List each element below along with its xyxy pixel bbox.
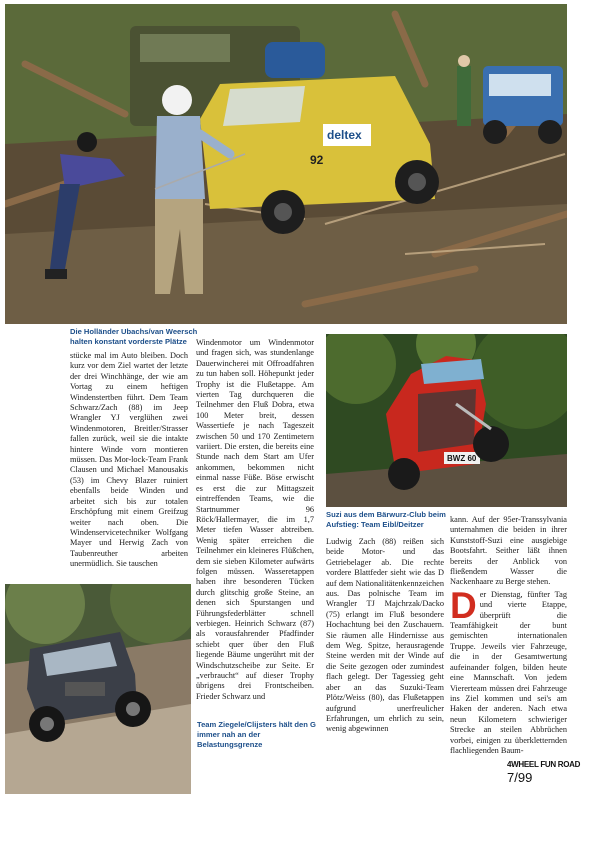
suzuki-plate-text: BWZ 60 [447, 454, 477, 463]
article-paragraph-body: er Dienstag, fünfter Tag und vierte Etappe, überprüft die Teamfähigkeit der bunt gemischten internationalen Truppe. Jeweils vier Fahrzeuge, die in der Gesamtwertung aufeinander folgen, bilden heute eine Mannschaft. Von jedem Viererteam müssen drei Fahrzeuge ins Ziel kommen und sei's am Haken der anderen. Nach etwa neun Kilometern schwieriger Strecke an steilen Abbrüchen vorbei, einigen zu überkletternden flachliegenden Baum- [450, 589, 567, 755]
photo-mercedes-g [5, 584, 191, 794]
article-column-2 [196, 338, 314, 702]
article-paragraph [450, 584, 567, 757]
caption-photo2: Suzi aus dem Bärwurz-Club beim Aufstieg: Team Eibl/Deitzer [326, 510, 446, 529]
drop-cap: D [450, 584, 477, 626]
article-paragraph: Ludwig Zach (88) reißen sich beide Motor- und das Getriebelager ab. Die rechte vordere Blattfeder sieht wie das D auf dem Nationalitätenkennzeichen aus. Das polnische Team im Wrangler TJ Majchrzak/Dacko (75) erlangt im Fluß besondere Hochachtung bei den Zuschauern. Sie räumen alle Hindernisse aus dem Weg. Spitze, herausragende Steine werden mit der Winde auf die Seite gezogen oder zumindest flach gelegt. Der Tagessieg geht aber an das Suzuki-Team Plötz/Weiss (80), das Flußetappen aufgrund unerfreulicher Erfahrungen, um ehrlich zu sein, wenig abgewinnen [326, 537, 444, 734]
issue-number: 7/99 [507, 770, 533, 785]
photo-red-suzuki [326, 334, 567, 507]
article-column-1 [70, 351, 188, 570]
article-column-3 [326, 537, 444, 735]
rally-decal-text: deltex [327, 128, 362, 142]
page-footer [507, 755, 599, 785]
photo-winching-scene [5, 4, 567, 324]
race-number-text: 92 [310, 153, 324, 167]
article-paragraph: stücke mal im Auto bleiben. Doch kurz vor dem Ziel wartet der letzte der drei Winchhänge, der wie am Vortag zu einem heftigen Windenstertben führt. Dem Team Schwarz/Zach (88) im Jeep Wrangler YJ verglühen zwei Windenmotoren, Breitler/Strasser fallen zurück, weil sie die intakte hintere Winde vorn montieren müssen. Das Mor-lock-Team Frank Clausen und Michael Manousakis (53) im Chevy Blazer ruiniert ebenfalls beide Winden und arbeitet sich bis zur totalen Erschöpfung mit einem Greifzug weiter nach oben. Die Windenservicetechniker Wolfgang Mayer und Herwig Zach von Taubenreuther arbeiten unermüdlich. Sie tauschen [70, 351, 188, 569]
article-paragraph: kann. Auf der 95er-Transsylvania unternahmen die beiden in ihrer Kunststoff-Suzi eine ausgiebige Bootsfahrt. Seither läßt ihnen bereits der Anblick von fließendem Wasser die Nackenhaare zu Berge stehen. [450, 515, 567, 587]
caption-photo3: Team Ziegele/Clijsters hält den G immer nah an der Belastungsgrenze [197, 720, 316, 749]
article-paragraph: Windenmotor um Windenmotor und fragen sich, was stundenlange Dauerwincherei mit Offroadfahren zu tun haben soll. Höhepunkt jeder Trophy ist die Flußetappe. Am vierten Tag durchqueren die Teilnehmer den Fluß Dobra, etwa 100 Meter breit, dessen Wassertiefe je nach Tageszeit zwischen 50 und 170 Zentimetern variiert. Die ersten, die bereits eine Stunde nach dem Start am Ufer ankommen, bekommen nicht einmal nasse Füße. Böse erwischt es erst die zur Mittagszeit eintreffenden Teams, wie die Startnummer 96 Röck/Hallermayer, die im 1,7 Meter tiefen Wasser abtreiben. Wenig später erreichen die Teilnehmer ein kleineres Flüßchen, dem sie sieben Kilometer aufwärts folgen müssen. Wasseretappen haben ihre besonderen Tücken durch glitschig große Steine, an denen sich Spurstangen und Führungsfederblätter schnell verbiegen. Heinrich Schwarz (87) als vorausfahrender Pfadfinder schiebt quer über den Fluß liegende Bäume ungerührt mit der Windschutzscheibe zur Seite. Er „verbraucht“ auf dieser Trophy übrigens drei Frontscheiben. Frieder Schwarz und [196, 338, 314, 701]
caption-photo1: Die Holländer Ubachs/van Weersch halten konstant vorderste Plätze [70, 327, 198, 346]
article-column-4 [450, 515, 567, 756]
magazine-logo: 4WHEEL FUN ROAD [507, 760, 581, 769]
